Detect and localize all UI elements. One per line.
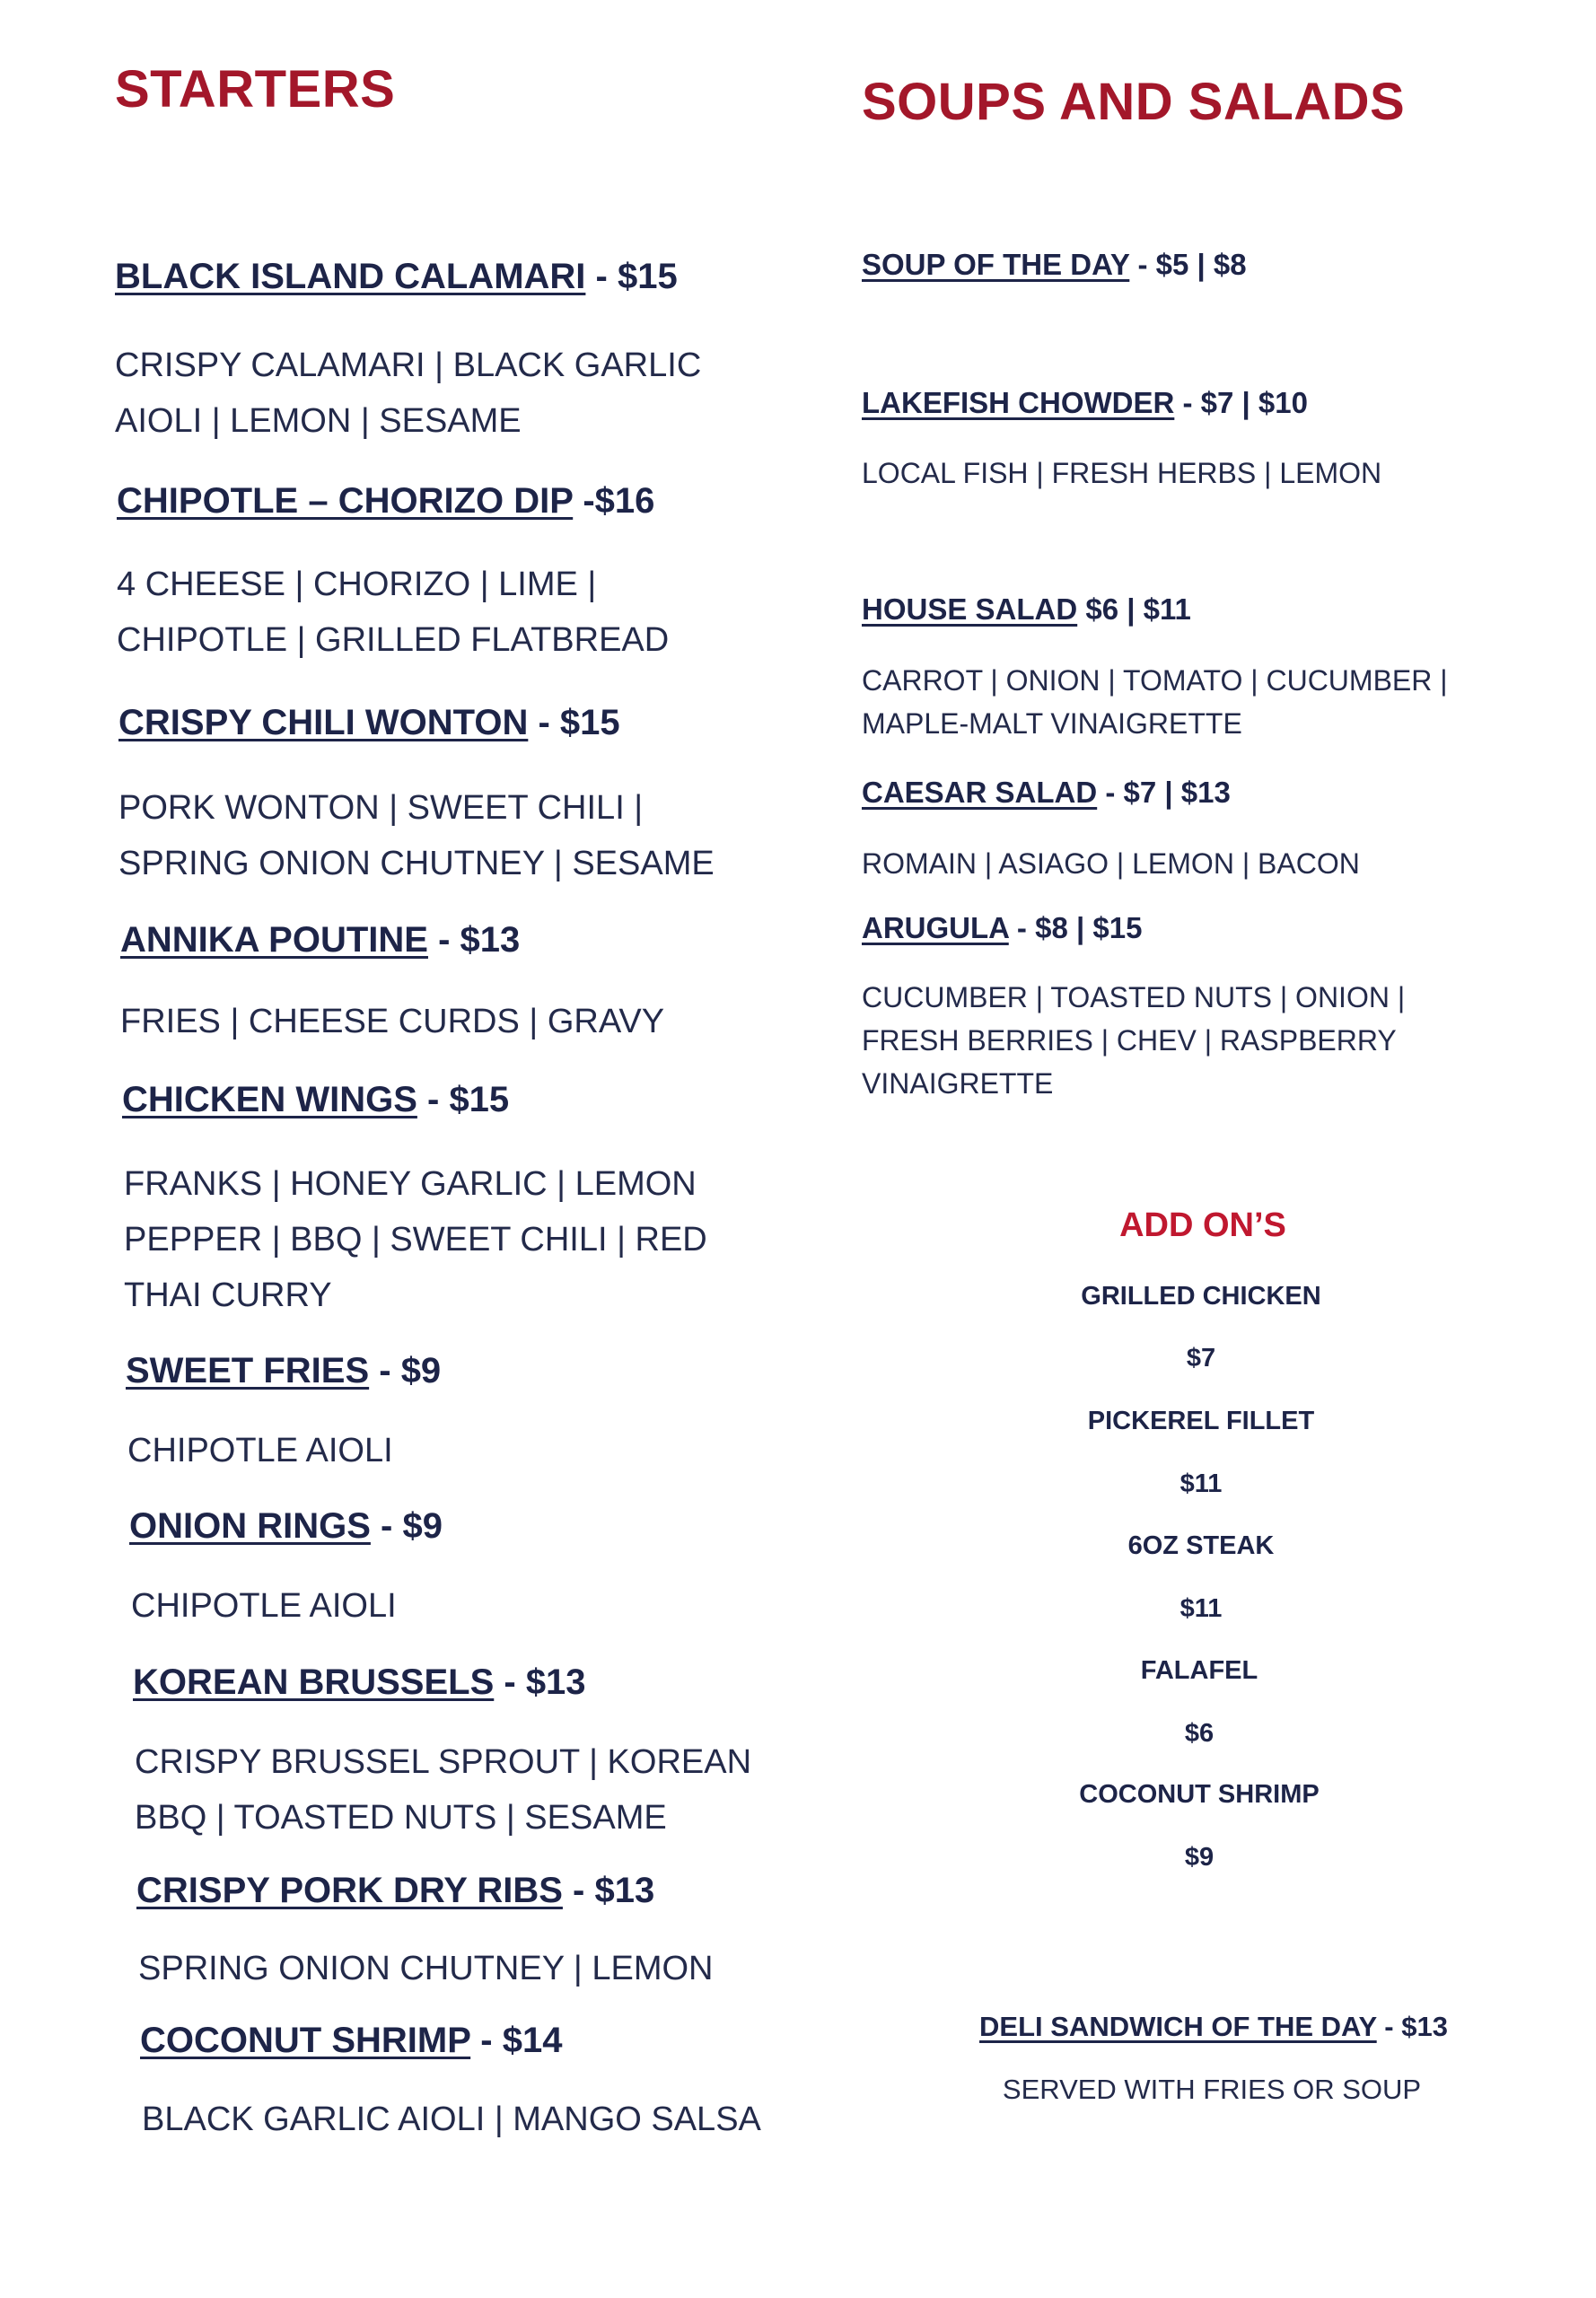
item-price: - $9 bbox=[369, 1351, 442, 1390]
item-price: - $5 | $8 bbox=[1129, 248, 1247, 281]
starters-heading: STARTERS bbox=[115, 60, 396, 118]
menu-item-title bbox=[140, 2021, 562, 2061]
menu-item-title bbox=[120, 920, 520, 960]
addon-name: 6OZ STEAK bbox=[1127, 1531, 1275, 1560]
menu-item-title bbox=[115, 257, 678, 297]
add-ons-heading: ADD ON’S bbox=[1119, 1206, 1286, 1244]
addon-price: $11 bbox=[1179, 1594, 1223, 1623]
menu-item-title bbox=[122, 1080, 509, 1120]
addon-price: $7 bbox=[1186, 1344, 1216, 1373]
item-price: $6 | $11 bbox=[1077, 592, 1191, 626]
item-price: - $7 | $10 bbox=[1174, 386, 1308, 419]
item-description: ROMAIN | ASIAGO | LEMON | BACON bbox=[862, 847, 1360, 880]
menu-item-title bbox=[136, 1871, 654, 1911]
menu-item-title bbox=[133, 1662, 586, 1703]
addon-price: $9 bbox=[1184, 1843, 1215, 1872]
menu-item-title bbox=[117, 481, 654, 522]
item-description: CRISPY BRUSSEL SPROUT | KOREAN BBQ | TOASTED NUTS | SESAME bbox=[135, 1743, 752, 1837]
item-description: CHIPOTLE AIOLI bbox=[127, 1432, 393, 1469]
addon-price: $11 bbox=[1179, 1469, 1223, 1498]
item-price: - $14 bbox=[470, 2021, 563, 2060]
item-description: LOCAL FISH | FRESH HERBS | LEMON bbox=[862, 457, 1382, 489]
item-name: CRISPY CHILI WONTON bbox=[118, 703, 529, 742]
item-name: KOREAN BRUSSELS bbox=[133, 1662, 495, 1702]
item-description: SERVED WITH FRIES OR SOUP bbox=[1002, 2074, 1422, 2105]
item-description: PORK WONTON | SWEET CHILI | SPRING ONION CHUTNEY | SESAME bbox=[118, 789, 715, 882]
item-description: FRANKS | HONEY GARLIC | LEMON PEPPER | BBQ | SWEET CHILI | RED THAI CURRY bbox=[124, 1165, 707, 1314]
item-name: SOUP OF THE DAY bbox=[862, 248, 1130, 281]
menu-item-title bbox=[129, 1506, 443, 1547]
item-price: - $15 bbox=[417, 1080, 510, 1119]
item-description: BLACK GARLIC AIOLI | MANGO SALSA bbox=[142, 2101, 761, 2138]
item-price: - $15 bbox=[585, 257, 678, 296]
item-description: CRISPY CALAMARI | BLACK GARLIC AIOLI | LEMON | SESAME bbox=[115, 346, 702, 440]
menu-item-title bbox=[118, 703, 620, 743]
item-price: -$16 bbox=[573, 481, 655, 521]
item-price: - $13 bbox=[427, 920, 521, 960]
item-price: - $15 bbox=[528, 703, 620, 742]
soups-salads-heading: SOUPS AND SALADS bbox=[862, 73, 1406, 131]
item-price: - $13 bbox=[1376, 2011, 1448, 2042]
item-name: SWEET FRIES bbox=[126, 1351, 370, 1390]
addon-name: GRILLED CHICKEN bbox=[1081, 1282, 1321, 1311]
item-price: - $13 bbox=[494, 1662, 586, 1702]
addon-name: FALAFEL bbox=[1140, 1656, 1258, 1685]
addon-price: $6 bbox=[1184, 1719, 1215, 1748]
item-name: BLACK ISLAND CALAMARI bbox=[115, 257, 586, 296]
item-name: CAESAR SALAD bbox=[862, 776, 1098, 809]
item-name: LAKEFISH CHOWDER bbox=[862, 386, 1175, 419]
item-name: ANNIKA POUTINE bbox=[120, 920, 428, 960]
menu-item-title bbox=[862, 776, 1231, 810]
addon-name: COCONUT SHRIMP bbox=[1079, 1780, 1320, 1809]
menu-item-title bbox=[862, 592, 1191, 627]
item-description: 4 CHEESE | CHORIZO | LIME | CHIPOTLE | GRILLED FLATBREAD bbox=[117, 566, 670, 659]
item-name: ARUGULA bbox=[862, 911, 1009, 944]
item-name: DELI SANDWICH OF THE DAY bbox=[979, 2011, 1377, 2042]
item-name: ONION RINGS bbox=[129, 1506, 371, 1546]
item-description: CARROT | ONION | TOMATO | CUCUMBER | MAPLE-MALT VINAIGRETTE bbox=[862, 664, 1448, 740]
item-price: - $9 bbox=[370, 1506, 443, 1546]
item-description: CUCUMBER | TOASTED NUTS | ONION | FRESH BERRIES | CHEV | RASPBERRY VINAIGRETTE bbox=[862, 981, 1406, 1100]
menu-item-title bbox=[126, 1351, 441, 1391]
addon-name: PICKEREL FILLET bbox=[1087, 1407, 1315, 1435]
item-name: HOUSE SALAD bbox=[862, 592, 1078, 626]
menu-item-title bbox=[862, 386, 1308, 420]
item-name: CHICKEN WINGS bbox=[122, 1080, 417, 1119]
item-price: - $13 bbox=[562, 1871, 655, 1910]
item-description: FRIES | CHEESE CURDS | GRAVY bbox=[120, 1003, 665, 1040]
item-description: SPRING ONION CHUTNEY | LEMON bbox=[138, 1950, 714, 1987]
item-name: CRISPY PORK DRY RIBS bbox=[136, 1871, 563, 1910]
menu-item-title bbox=[855, 2011, 1573, 2043]
item-price: - $7 | $13 bbox=[1097, 776, 1231, 809]
menu-item-title bbox=[862, 248, 1247, 282]
item-description: CHIPOTLE AIOLI bbox=[131, 1587, 397, 1625]
menu-item-title bbox=[862, 911, 1142, 945]
item-price: - $8 | $15 bbox=[1008, 911, 1143, 944]
item-name: COCONUT SHRIMP bbox=[140, 2021, 471, 2060]
item-name: CHIPOTLE – CHORIZO DIP bbox=[117, 481, 574, 521]
